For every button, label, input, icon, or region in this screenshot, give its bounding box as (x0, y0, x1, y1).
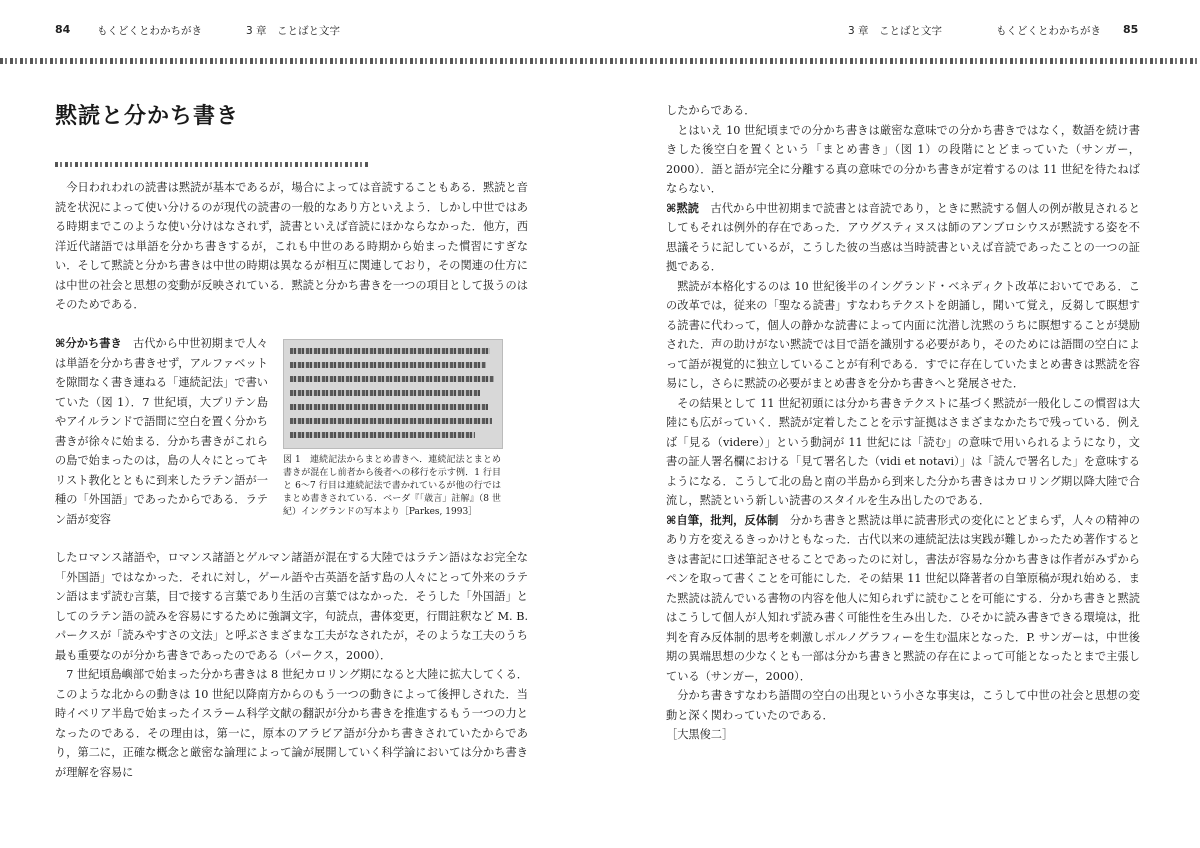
running-head-chapter-right: 3 章 ことばと文字 (848, 25, 943, 37)
figure-caption: 図 1 連続記法からまとめ書きへ．連続記法とまとめ書きが混在し前者から後者への移行を示す例．1 行目と 6〜7 行目は連続記法で書かれているが他の行ではまとめ書きされている．ベーダ『「歳言」註解』（8 世紀）イングランドの写本より［Parkes, 1993］ (283, 455, 501, 517)
figure-1 (283, 339, 501, 519)
paragraph-expansion: 7 世紀頃島嶼部で始まった分かち書きは 8 世紀カロリング期になると大陸に拡大してくる．このような北からの動きは 10 世紀以降南方からのもう一つの動きによって後押しされた．当時イベリア半島で始まったイスラーム科学文献の翻訳が分かち書きを推進するもう一つの力となったのである．その理由は，第一に，原本のアラビア語が分かち書きされていたからであり，第二に，正確な概念と厳密な論理によって論が展開していく科学論においては分かち書きが理解を容易に (55, 668, 528, 779)
jihitsu-text: 分かち書きと黙読は単に読書形式の変化にとどまらず，人々の精神のあり方を変えるきっかけともなった．古代以来の連続記法は実践が難しかったため著作するときは書記に口述筆記させることであったのに対し，書法が容易な分かち書きは作者がみずからペンを取って書くことを可能にした．その結果 11 世紀以降著者の自筆原稿が現れ始める．また黙読は読んでいる書物の内容を他人に知られずに読むことを可能にする．分かち書きと黙読はこうして個人が人知れず読み書く可能性を生み出した．ひそかに読み書きできる環境は，批判を育み反体制的思考を刺激しポルノグラフィーを生む温床となった．P. サンガーは，中世後期の異端思想の少なくとも一部は分かち書きと黙読の存在によって可能となったとまで主張している（サンガー，2000）． (666, 513, 1140, 683)
right-column (666, 101, 1140, 801)
running-head-book-left: もくどくとわかちがき (97, 25, 202, 37)
keyword-jihitsu: ⌘自筆，批判，反体制 (666, 513, 779, 527)
right-paragraph-7: 分かち書きすなわち語間の空白の出現という小さな事実は，こうして中世の社会と思想の変動と深く関わっていたのである． (666, 689, 1140, 722)
mokudoku-paragraph (666, 199, 1140, 277)
page-number-left: 84 (55, 23, 71, 36)
manuscript-image (283, 339, 503, 449)
left-column-top (55, 178, 528, 315)
left-column-narrow (55, 334, 268, 530)
title-ornament (55, 162, 370, 167)
wakachi-paragraph-cont: したロマンス諸語や，ロマンス諸語とゲルマン諸語が混在する大陸ではラテン語はなお完全な「外国語」ではなかった．それに対し，ゲール語や古英語を話す島の人々にとって外来のラテン語はまず読む言葉，目で接する言葉であり生活の言葉ではなかった．そうした「外国語」としてのラテン語の読みを容易にするために強調文字，句読点，書体変更，行間註釈など M. B. パークスが「読みやすさの文法」と呼ぶさまざまな工夫がなされたが，そのような工夫のうち最も重要なのが分かち書きであったのである（パークス，2000）． (55, 551, 528, 662)
wakachi-paragraph-start (55, 334, 268, 529)
running-head-chapter-left: 3 章 ことばと文字 (246, 25, 341, 37)
wakachi-text-narrow: 古代から中世初期まで人々は単語を分かち書きせず，アルファベットを隙間なく書き連ねる「連続記法」で書いていた（図 1）．7 世紀頃，大ブリテン島やアイルランドで語間に空白を置く分かち書きが徐々に始まる．分かち書きがこれらの島で始まったのは，島の人々にとってキリスト教化とともに到来したラテン語が一種の「外国語」であったからである．ラテン語が変容 (55, 337, 268, 526)
right-paragraph-4: 黙読が本格化するのは 10 世紀後半のイングランド・ベネディクト改革においてである．この改革では，従来の「聖なる読書」すなわちテクストを朗誦し，聞いて覚え，反芻して瞑想する読書に代わって，個人の静かな読書によって内面に沈潜し沈黙のうちに瞑想することが奨励された．声の助けがない黙読では目で語を識別する必要があり，そのためには語間の空白によって語が視覚的に独立していることが有利である．すでに存在していたまとめ書きは黙読を容易にし，さらに黙読の必要がまとめ書きを分かち書きへと発展させた． (666, 279, 1140, 390)
right-paragraph-5: その結果として 11 世紀初頭には分かち書きテクストに基づく黙読が一般化しこの慣習は大陸にも広がっていく．黙読が定着したことを示す証拠はさまざまなかたちで残っている．例えば「見る（videre）」という動詞が 11 世紀には「読む」の意味で用いられるようになり，文書の証人署名欄における「見て署名した（vidi et notavi）」は「読んで署名した」を意味するようになる．こうして北の島と南の半島から到来した分かち書きはカロリング期以降大陸で合流し，黙読という新しい読書のスタイルを生み出したのである． (666, 396, 1140, 507)
jihitsu-paragraph (666, 511, 1140, 687)
mokudoku-text: 古代から中世初期まで読書とは音読であり，ときに黙読する個人の例が散見されるとしてもそれは例外的存在であった．アウグスティヌスは師のアンブロシウスが黙読する姿を不思議そうに記しているが，こうした彼の当惑は当時読書といえば音読であったことの一つの証拠である． (666, 201, 1140, 273)
page-number-right: 85 (1123, 23, 1139, 36)
right-paragraph-2: とはいえ 10 世紀頃までの分かち書きは厳密な意味での分かち書きではなく，数語を続け書きした後空白を置くという「まとめ書き」（図 1）の段階にとどまっていた（サンガー，2000）．語と語が完全に分離する真の意味での分かち書きが定着するのは 11 世紀を待たねばならない． (666, 123, 1140, 195)
left-column-bottom (55, 548, 528, 808)
right-paragraph-1: したからである． (666, 104, 756, 117)
article-title: 黙読と分かち書き (55, 103, 240, 129)
keyword-mokudoku: ⌘黙読 (666, 201, 700, 215)
ornament-border (0, 58, 1200, 64)
keyword-wakachigaki: ⌘分かち書き (55, 337, 122, 350)
author-signature: ［大黒俊二］ (666, 728, 734, 741)
running-head-book-right: もくどくとわかちがき (996, 25, 1101, 37)
intro-paragraph: 今日われわれの読書は黙読が基本であるが，場合によっては音読することもある．黙読と音読を状況によって使い分けるのが現代の読書の一般的なあり方といえよう．しかし中世ではある時期までこのような使い分けはなされず，読書といえば音読にほかならなかった．他方，西洋近代諸語では単語を分かち書きするが，これも中世のある時期から始まった慣習にすぎない．そして黙読と分かち書きは中世の時期は異なるが相互に関連しており，その関連の仕方には中世の社会と思想の変動が反映されている．黙読と分かち書きを一つの項目として扱うのはそのためである． (55, 181, 528, 311)
